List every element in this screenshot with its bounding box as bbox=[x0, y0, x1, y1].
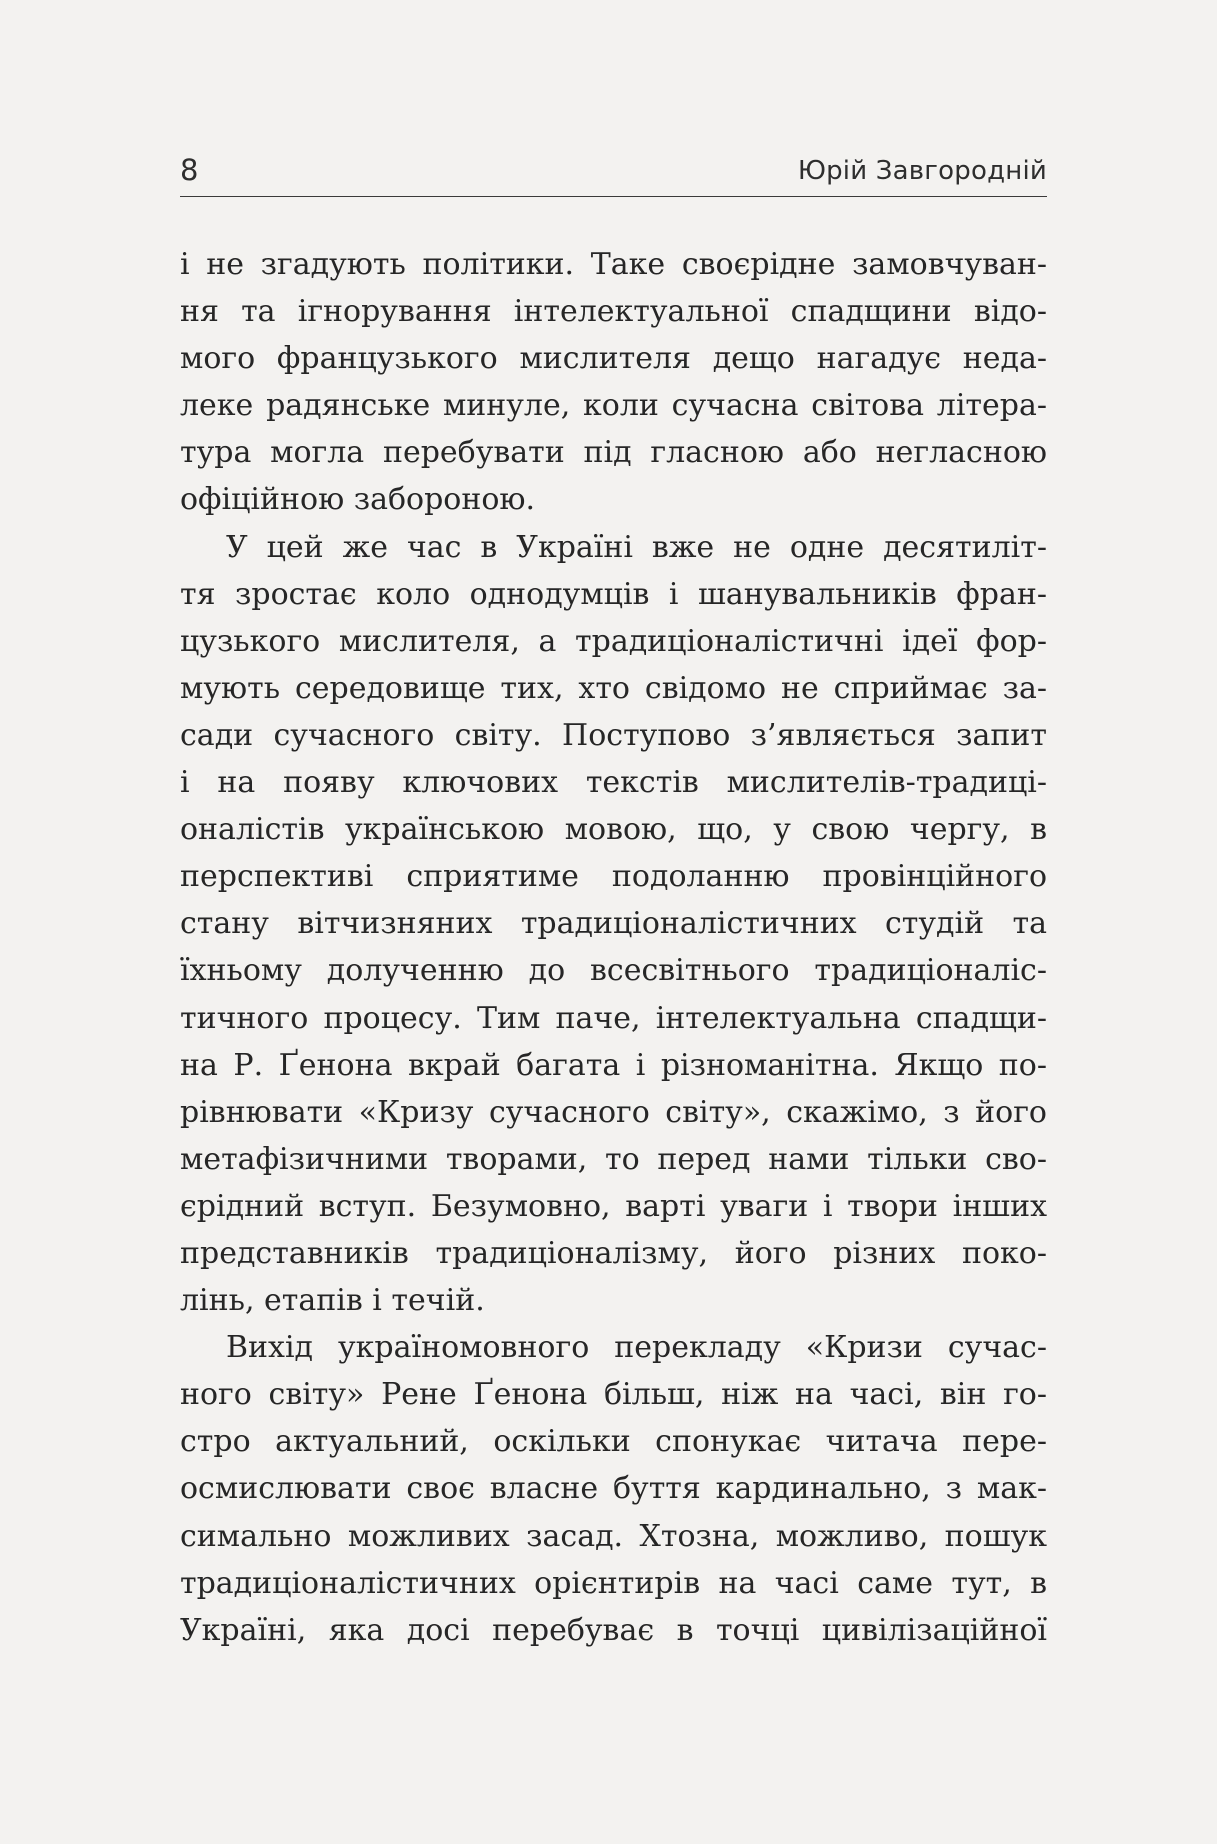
text-line: рівнювати «Кризу сучасного світу», скажімо, з його bbox=[180, 1094, 1047, 1130]
text-line: стану вітчизняних традиціоналістичних студій та bbox=[180, 906, 1047, 942]
text-line: традиціоналістичних орієнтирів на часі саме тут, в bbox=[180, 1565, 1047, 1601]
text-line: Вихід україномовного перекладу «Кризи сучас- bbox=[226, 1330, 1047, 1366]
text-line: на Р. Ґенона вкрай багата і різноманітна. Якщо по- bbox=[180, 1047, 1047, 1083]
running-head-author: Юрій Завгородній bbox=[797, 156, 1047, 186]
text-line: оналістів українською мовою, що, у свою чергу, в bbox=[180, 812, 1047, 848]
text-line: тя зростає коло однодумців і шанувальників фран- bbox=[180, 576, 1047, 612]
text-line: метафізичними творами, то перед нами тільки сво- bbox=[180, 1141, 1047, 1177]
text-line: офіційною забороною. bbox=[180, 482, 536, 518]
text-line: представників традиціоналізму, його різних поко- bbox=[180, 1235, 1047, 1271]
text-line: леке радянське минуле, коли сучасна світова літера- bbox=[180, 388, 1047, 424]
text-line: осмислювати своє власне буття кардинально, з мак- bbox=[180, 1471, 1047, 1507]
text-line: їхньому долученню до всесвітнього традиціоналіс- bbox=[180, 953, 1047, 989]
text-line: і не згадують політики. Таке своєрідне замовчуван- bbox=[180, 247, 1047, 282]
page-number: 8 bbox=[180, 153, 199, 187]
text-line: перспективі сприятиме подоланню провінційного bbox=[180, 859, 1047, 895]
text-line: лінь, етапів і течій. bbox=[180, 1283, 485, 1319]
text-line: тура могла перебувати під гласною або негласною bbox=[180, 435, 1047, 471]
text-line: єрідний вступ. Безумовно, варті уваги і твори інших bbox=[180, 1188, 1047, 1224]
text-line: стро актуальний, оскільки спонукає читача пере- bbox=[180, 1424, 1047, 1460]
body-text bbox=[180, 241, 1047, 1654]
text-line: цузького мислителя, а традиціоналістичні ідеї фор- bbox=[180, 623, 1047, 659]
text-line: мого французького мислителя дещо нагадує неда- bbox=[180, 341, 1047, 377]
text-line: У цей же час в Україні вже не одне десятиліт- bbox=[226, 529, 1047, 565]
text-line: ного світу» Рене Ґенона більш, ніж на часі, він го- bbox=[180, 1377, 1047, 1413]
text-line: мують середовище тих, хто свідомо не сприймає за- bbox=[180, 670, 1047, 706]
text-line: сади сучасного світу. Поступово з’являється запит bbox=[180, 717, 1047, 753]
text-line: симально можливих засад. Хтозна, можливо, пошук bbox=[180, 1518, 1047, 1554]
text-line: ня та ігнорування інтелектуальної спадщини відо- bbox=[180, 294, 1047, 330]
text-line: тичного процесу. Тим паче, інтелектуальна спадщи- bbox=[180, 1000, 1047, 1036]
running-header bbox=[180, 152, 1047, 197]
text-line: і на появу ключових текстів мислителів-традиці- bbox=[180, 765, 1047, 801]
text-line: Україні, яка досі перебуває в точці цивілізаційної bbox=[180, 1612, 1047, 1648]
